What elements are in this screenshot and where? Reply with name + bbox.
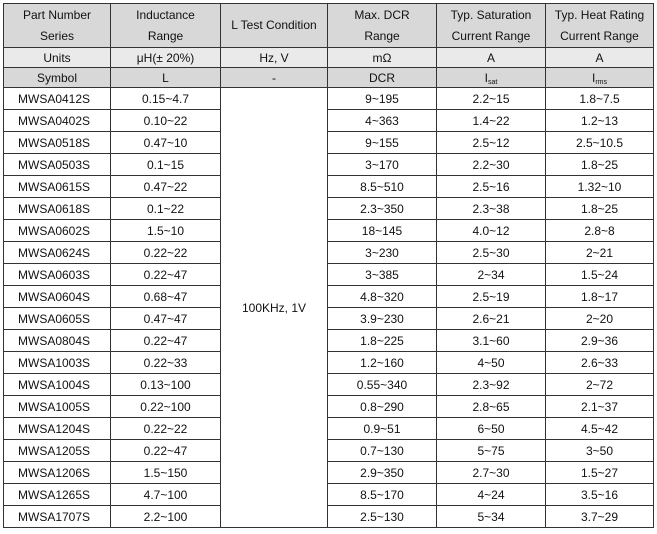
- part-number-cell: MWSA1265S: [4, 484, 111, 506]
- part-number-cell: MWSA0605S: [4, 308, 111, 330]
- sat-current-cell: 4.0~12: [437, 220, 546, 242]
- table-row: [4, 440, 654, 462]
- units-sat-current: A: [437, 48, 546, 68]
- dcr-cell: 2.5~130: [328, 506, 437, 528]
- inductance-cell: 0.10~22: [111, 110, 221, 132]
- table-row: [4, 110, 654, 132]
- heat-current-cell: 4.5~42: [546, 418, 654, 440]
- inductance-cell: 0.68~47: [111, 286, 221, 308]
- heat-current-cell: 1.2~13: [546, 110, 654, 132]
- sat-current-cell: 2.5~19: [437, 286, 546, 308]
- sat-current-cell: 2.2~30: [437, 154, 546, 176]
- heat-current-cell: 2~20: [546, 308, 654, 330]
- dcr-cell: 0.7~130: [328, 440, 437, 462]
- inductance-cell: 0.22~22: [111, 418, 221, 440]
- heat-current-cell: 1.5~27: [546, 462, 654, 484]
- heat-current-cell: 1.32~10: [546, 176, 654, 198]
- inductance-cell: 0.22~100: [111, 396, 221, 418]
- symbol-row: [4, 68, 654, 88]
- dcr-cell: 4.8~320: [328, 286, 437, 308]
- table-row: [4, 286, 654, 308]
- header-sat-current-range: Typ. Saturation Current Range: [437, 4, 546, 48]
- part-number-cell: MWSA1003S: [4, 352, 111, 374]
- heat-current-cell: 2.5~10.5: [546, 132, 654, 154]
- dcr-cell: 2.3~350: [328, 198, 437, 220]
- dcr-cell: 8.5~170: [328, 484, 437, 506]
- table-row: [4, 352, 654, 374]
- dcr-cell: 9~195: [328, 88, 437, 110]
- sat-current-cell: 1.4~22: [437, 110, 546, 132]
- header-part-number-series: Part Number Series: [4, 4, 111, 48]
- sat-current-cell: 2.3~38: [437, 198, 546, 220]
- table-row: [4, 308, 654, 330]
- header-row: [4, 4, 654, 48]
- units-row: [4, 48, 654, 68]
- inductance-cell: 0.22~22: [111, 242, 221, 264]
- test-condition-value: 100KHz, 1V: [221, 88, 328, 528]
- part-number-cell: MWSA0412S: [4, 88, 111, 110]
- part-number-cell: MWSA0804S: [4, 330, 111, 352]
- heat-current-cell: 3.5~16: [546, 484, 654, 506]
- inductance-cell: 0.22~47: [111, 330, 221, 352]
- inductance-cell: 0.1~15: [111, 154, 221, 176]
- table-row: [4, 264, 654, 286]
- header-heat-rating-current-range: Typ. Heat Rating Current Range: [546, 4, 654, 48]
- table-row: [4, 198, 654, 220]
- header-test-condition: L Test Condition: [221, 4, 328, 48]
- dcr-cell: 0.8~290: [328, 396, 437, 418]
- sat-current-cell: 4~24: [437, 484, 546, 506]
- sat-current-cell: 2.5~12: [437, 132, 546, 154]
- sat-current-cell: 2.5~30: [437, 242, 546, 264]
- dcr-cell: 0.9~51: [328, 418, 437, 440]
- dcr-cell: 3.9~230: [328, 308, 437, 330]
- inductance-cell: 1.5~10: [111, 220, 221, 242]
- dcr-cell: 4~363: [328, 110, 437, 132]
- heat-current-cell: 2~21: [546, 242, 654, 264]
- sat-current-cell: 5~75: [437, 440, 546, 462]
- table-row: [4, 374, 654, 396]
- heat-current-cell: 2~72: [546, 374, 654, 396]
- part-number-cell: MWSA0604S: [4, 286, 111, 308]
- inductance-cell: 0.47~47: [111, 308, 221, 330]
- table-row: [4, 220, 654, 242]
- sat-current-cell: 2~34: [437, 264, 546, 286]
- sat-current-cell: 5~34: [437, 506, 546, 528]
- dcr-cell: 3~230: [328, 242, 437, 264]
- symbol-label: Symbol: [4, 68, 111, 88]
- inductance-cell: 1.5~150: [111, 462, 221, 484]
- inductor-spec-table: [3, 3, 654, 528]
- dcr-cell: 2.9~350: [328, 462, 437, 484]
- sat-current-cell: 2.6~21: [437, 308, 546, 330]
- symbol-inductance: L: [111, 68, 221, 88]
- heat-current-cell: 1.8~25: [546, 198, 654, 220]
- part-number-cell: MWSA0603S: [4, 264, 111, 286]
- sat-current-cell: 2.7~30: [437, 462, 546, 484]
- part-number-cell: MWSA1204S: [4, 418, 111, 440]
- symbol-test-condition: -: [221, 68, 328, 88]
- units-dcr: mΩ: [328, 48, 437, 68]
- part-number-cell: MWSA0402S: [4, 110, 111, 132]
- inductance-cell: 0.1~22: [111, 198, 221, 220]
- sat-current-cell: 6~50: [437, 418, 546, 440]
- inductance-cell: 4.7~100: [111, 484, 221, 506]
- sat-current-cell: 2.2~15: [437, 88, 546, 110]
- table-row: [4, 330, 654, 352]
- heat-current-cell: 1.8~25: [546, 154, 654, 176]
- inductance-cell: 0.47~22: [111, 176, 221, 198]
- part-number-cell: MWSA1206S: [4, 462, 111, 484]
- inductance-cell: 0.47~10: [111, 132, 221, 154]
- header-inductance-range: Inductance Range: [111, 4, 221, 48]
- table-row: [4, 176, 654, 198]
- table-row: [4, 132, 654, 154]
- dcr-cell: 3~385: [328, 264, 437, 286]
- heat-current-cell: 2.9~36: [546, 330, 654, 352]
- table-row: [4, 242, 654, 264]
- part-number-cell: MWSA1707S: [4, 506, 111, 528]
- sat-current-cell: 2.8~65: [437, 396, 546, 418]
- part-number-cell: MWSA1004S: [4, 374, 111, 396]
- heat-current-cell: 2.1~37: [546, 396, 654, 418]
- part-number-cell: MWSA0615S: [4, 176, 111, 198]
- inductance-cell: 0.15~4.7: [111, 88, 221, 110]
- symbol-dcr: DCR: [328, 68, 437, 88]
- table-row: [4, 88, 654, 110]
- sat-current-cell: 3.1~60: [437, 330, 546, 352]
- symbol-sat-current: $I_{sat}$: [437, 68, 546, 88]
- sat-current-cell: 4~50: [437, 352, 546, 374]
- inductance-cell: 2.2~100: [111, 506, 221, 528]
- inductance-cell: 0.22~47: [111, 440, 221, 462]
- units-test-condition: Hz, V: [221, 48, 328, 68]
- inductance-cell: 0.22~47: [111, 264, 221, 286]
- table-row: [4, 506, 654, 528]
- part-number-cell: MWSA0624S: [4, 242, 111, 264]
- dcr-cell: 0.55~340: [328, 374, 437, 396]
- heat-current-cell: 1.5~24: [546, 264, 654, 286]
- heat-current-cell: 3~50: [546, 440, 654, 462]
- table-row: [4, 396, 654, 418]
- dcr-cell: 18~145: [328, 220, 437, 242]
- table-row: [4, 418, 654, 440]
- sat-current-cell: 2.5~16: [437, 176, 546, 198]
- heat-current-cell: 2.6~33: [546, 352, 654, 374]
- inductance-cell: 0.13~100: [111, 374, 221, 396]
- part-number-cell: MWSA0618S: [4, 198, 111, 220]
- heat-current-cell: 2.8~8: [546, 220, 654, 242]
- part-number-cell: MWSA0518S: [4, 132, 111, 154]
- part-number-cell: MWSA1005S: [4, 396, 111, 418]
- header-max-dcr-range: Max. DCR Range: [328, 4, 437, 48]
- units-label: Units: [4, 48, 111, 68]
- symbol-heat-current: $I_{rms}$: [546, 68, 654, 88]
- part-number-cell: MWSA1205S: [4, 440, 111, 462]
- part-number-cell: MWSA0503S: [4, 154, 111, 176]
- sat-current-cell: 2.3~92: [437, 374, 546, 396]
- units-inductance: μH(± 20%): [111, 48, 221, 68]
- heat-current-cell: 1.8~7.5: [546, 88, 654, 110]
- dcr-cell: 1.2~160: [328, 352, 437, 374]
- table-row: [4, 484, 654, 506]
- table-row: [4, 462, 654, 484]
- dcr-cell: 3~170: [328, 154, 437, 176]
- dcr-cell: 1.8~225: [328, 330, 437, 352]
- heat-current-cell: 3.7~29: [546, 506, 654, 528]
- dcr-cell: 9~155: [328, 132, 437, 154]
- dcr-cell: 8.5~510: [328, 176, 437, 198]
- inductance-cell: 0.22~33: [111, 352, 221, 374]
- part-number-cell: MWSA0602S: [4, 220, 111, 242]
- table-row: [4, 154, 654, 176]
- units-heat-current: A: [546, 48, 654, 68]
- heat-current-cell: 1.8~17: [546, 286, 654, 308]
